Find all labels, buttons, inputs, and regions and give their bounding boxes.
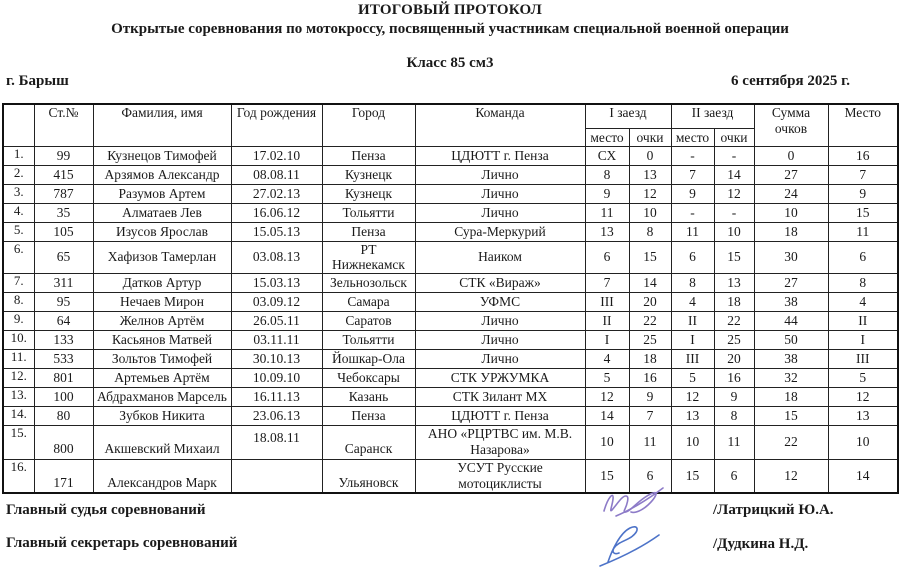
cell-sum: 10	[754, 203, 828, 222]
judge-name: /Латрицкий Ю.А.	[713, 502, 834, 518]
cell-city: РТ Нижнекамск	[322, 241, 415, 273]
cell-no: 800	[34, 425, 93, 459]
cell-r1p: 15	[585, 459, 629, 493]
cell-no: 311	[34, 273, 93, 292]
cell-place: 8	[828, 273, 898, 292]
cell-n: 6.	[3, 241, 34, 273]
cell-r2o: 16	[714, 368, 754, 387]
table-row	[3, 292, 898, 311]
col-header-start-number: Ст.№	[34, 104, 93, 146]
secretary-label: Главный секретарь соревнований	[6, 535, 238, 551]
cell-place: 13	[828, 406, 898, 425]
cell-r2p: I	[671, 330, 714, 349]
cell-r2o: 13	[714, 273, 754, 292]
cell-place: 15	[828, 203, 898, 222]
cell-r2p: III	[671, 349, 714, 368]
cell-no: 801	[34, 368, 93, 387]
cell-name: Алматаев Лев	[93, 203, 231, 222]
cell-r1p: 14	[585, 406, 629, 425]
cell-sum: 22	[754, 425, 828, 459]
table-row	[3, 222, 898, 241]
cell-r2o: 20	[714, 349, 754, 368]
cell-n: 7.	[3, 273, 34, 292]
cell-sum: 38	[754, 349, 828, 368]
cell-birth: 03.11.11	[231, 330, 322, 349]
col-header-birth: Год рождения	[231, 104, 322, 146]
cell-r1o: 20	[629, 292, 671, 311]
cell-birth: 18.08.11	[231, 425, 322, 459]
cell-sum: 12	[754, 459, 828, 493]
cell-no: 35	[34, 203, 93, 222]
secretary-name: /Дудкина Н.Д.	[713, 536, 809, 552]
cell-n: 14.	[3, 406, 34, 425]
col-subheader-points-race2: очки	[714, 128, 754, 146]
cell-name: Хафизов Тамерлан	[93, 241, 231, 273]
cell-birth	[231, 459, 322, 493]
cell-city: Йошкар-Ола	[322, 349, 415, 368]
cell-r2o: 6	[714, 459, 754, 493]
cell-name: Нечаев Мирон	[93, 292, 231, 311]
cell-r1o: 18	[629, 349, 671, 368]
cell-city: Чебоксары	[322, 368, 415, 387]
cell-team: АНО «РЦРТВС им. М.В. Назарова»	[415, 425, 585, 459]
cell-name: Арзямов Александр	[93, 165, 231, 184]
col-header-city: Город	[322, 104, 415, 146]
cell-no: 415	[34, 165, 93, 184]
cell-place: 7	[828, 165, 898, 184]
table-row	[3, 273, 898, 292]
cell-birth: 17.02.10	[231, 146, 322, 165]
cell-n: 4.	[3, 203, 34, 222]
cell-team: Наиком	[415, 241, 585, 273]
cell-sum: 18	[754, 222, 828, 241]
cell-sum: 24	[754, 184, 828, 203]
cell-place: 10	[828, 425, 898, 459]
table-row	[3, 184, 898, 203]
cell-r2p: -	[671, 203, 714, 222]
cell-city: Кузнецк	[322, 184, 415, 203]
cell-sum: 44	[754, 311, 828, 330]
cell-name: Зольтов Тимофей	[93, 349, 231, 368]
cell-no: 133	[34, 330, 93, 349]
table-row	[3, 425, 898, 459]
cell-r2o: 25	[714, 330, 754, 349]
col-header-index	[3, 104, 34, 146]
cell-r1o: 11	[629, 425, 671, 459]
doc-subtitle: Открытые соревнования по мотокроссу, посвященный участникам специальной военной операции	[111, 21, 789, 37]
cell-r1o: 10	[629, 203, 671, 222]
col-header-team: Команда	[415, 104, 585, 146]
cell-r2p: 9	[671, 184, 714, 203]
cell-team: ЦДЮТТ г. Пенза	[415, 406, 585, 425]
cell-r1p: 4	[585, 349, 629, 368]
cell-team: Лично	[415, 184, 585, 203]
cell-r2p: 11	[671, 222, 714, 241]
cell-team: УФМС	[415, 292, 585, 311]
cell-r1o: 14	[629, 273, 671, 292]
cell-name: Изусов Ярослав	[93, 222, 231, 241]
cell-r1p: СХ	[585, 146, 629, 165]
cell-place: 11	[828, 222, 898, 241]
cell-city: Тольятти	[322, 330, 415, 349]
cell-city: Казань	[322, 387, 415, 406]
cell-name: Желнов Артём	[93, 311, 231, 330]
cell-n: 10.	[3, 330, 34, 349]
cell-birth: 15.05.13	[231, 222, 322, 241]
class-heading: Класс 85 см3	[406, 55, 494, 71]
cell-name: Александров Марк	[93, 459, 231, 493]
cell-r1o: 25	[629, 330, 671, 349]
cell-birth: 15.03.13	[231, 273, 322, 292]
cell-r1o: 8	[629, 222, 671, 241]
cell-name: Разумов Артем	[93, 184, 231, 203]
cell-r2p: 7	[671, 165, 714, 184]
cell-place: II	[828, 311, 898, 330]
cell-birth: 10.09.10	[231, 368, 322, 387]
cell-r1o: 22	[629, 311, 671, 330]
cell-sum: 27	[754, 273, 828, 292]
col-subheader-place-race1: место	[585, 128, 629, 146]
cell-r2o: 14	[714, 165, 754, 184]
cell-r1p: I	[585, 330, 629, 349]
secretary-signature	[593, 522, 679, 567]
cell-n: 13.	[3, 387, 34, 406]
cell-city: Кузнецк	[322, 165, 415, 184]
results-body	[3, 146, 898, 493]
cell-no: 787	[34, 184, 93, 203]
cell-place: 5	[828, 368, 898, 387]
cell-sum: 30	[754, 241, 828, 273]
cell-no: 95	[34, 292, 93, 311]
cell-place: 4	[828, 292, 898, 311]
cell-team: Лично	[415, 330, 585, 349]
cell-r2p: -	[671, 146, 714, 165]
cell-team: СТК Зилант МХ	[415, 387, 585, 406]
results-table	[2, 103, 899, 494]
cell-team: Лично	[415, 203, 585, 222]
cell-birth: 26.05.11	[231, 311, 322, 330]
col-header-sum: Сумма очков	[754, 104, 828, 146]
cell-r1p: 5	[585, 368, 629, 387]
cell-city: Самара	[322, 292, 415, 311]
event-date: 6 сентября 2025 г.	[730, 73, 850, 89]
cell-place: I	[828, 330, 898, 349]
cell-r2o: -	[714, 146, 754, 165]
cell-no: 100	[34, 387, 93, 406]
cell-r1o: 15	[629, 241, 671, 273]
cell-n: 1.	[3, 146, 34, 165]
cell-no: 99	[34, 146, 93, 165]
cell-no: 533	[34, 349, 93, 368]
cell-r1o: 12	[629, 184, 671, 203]
table-row	[3, 203, 898, 222]
cell-r1p: 12	[585, 387, 629, 406]
cell-team: СТК УРЖУМКА	[415, 368, 585, 387]
cell-r2p: 4	[671, 292, 714, 311]
cell-r1p: 13	[585, 222, 629, 241]
cell-birth: 08.08.11	[231, 165, 322, 184]
cell-r1p: III	[585, 292, 629, 311]
cell-name: Кузнецов Тимофей	[93, 146, 231, 165]
cell-r2p: II	[671, 311, 714, 330]
col-subheader-points-race1: очки	[629, 128, 671, 146]
cell-r2o: -	[714, 203, 754, 222]
cell-r1o: 7	[629, 406, 671, 425]
cell-name: Датков Артур	[93, 273, 231, 292]
cell-sum: 15	[754, 406, 828, 425]
cell-name: Акшевский Михаил	[93, 425, 231, 459]
cell-r2p: 5	[671, 368, 714, 387]
cell-r2p: 13	[671, 406, 714, 425]
cell-r1p: 6	[585, 241, 629, 273]
cell-team: СТК «Вираж»	[415, 273, 585, 292]
cell-place: 12	[828, 387, 898, 406]
cell-city: Тольятти	[322, 203, 415, 222]
cell-r2p: 6	[671, 241, 714, 273]
cell-r2p: 8	[671, 273, 714, 292]
cell-no: 64	[34, 311, 93, 330]
col-header-name: Фамилия, имя	[93, 104, 231, 146]
cell-place: 9	[828, 184, 898, 203]
cell-n: 8.	[3, 292, 34, 311]
cell-r1p: 7	[585, 273, 629, 292]
cell-birth: 03.09.12	[231, 292, 322, 311]
col-header-place: Место	[828, 104, 898, 146]
table-row	[3, 241, 898, 273]
table-row	[3, 349, 898, 368]
cell-no: 171	[34, 459, 93, 493]
cell-place: 14	[828, 459, 898, 493]
cell-n: 12.	[3, 368, 34, 387]
venue-city: г. Барыш	[6, 73, 69, 89]
cell-r2o: 11	[714, 425, 754, 459]
cell-r2o: 18	[714, 292, 754, 311]
cell-birth: 16.06.12	[231, 203, 322, 222]
cell-r2o: 10	[714, 222, 754, 241]
cell-city: Саранск	[322, 425, 415, 459]
cell-r1p: II	[585, 311, 629, 330]
cell-r2o: 9	[714, 387, 754, 406]
cell-no: 80	[34, 406, 93, 425]
doc-title: ИТОГОВЫЙ ПРОТОКОЛ	[357, 2, 542, 18]
cell-r1o: 6	[629, 459, 671, 493]
cell-sum: 27	[754, 165, 828, 184]
table-row	[3, 459, 898, 493]
cell-team: Лично	[415, 165, 585, 184]
cell-birth: 23.06.13	[231, 406, 322, 425]
cell-team: Сура-Меркурий	[415, 222, 585, 241]
cell-birth: 30.10.13	[231, 349, 322, 368]
cell-sum: 38	[754, 292, 828, 311]
cell-r1p: 9	[585, 184, 629, 203]
cell-team: УСУТ Русские мотоциклисты	[415, 459, 585, 493]
table-row	[3, 146, 898, 165]
cell-no: 105	[34, 222, 93, 241]
judge-label: Главный судья соревнований	[6, 502, 206, 518]
col-header-race2: II заезд	[671, 104, 754, 128]
cell-n: 3.	[3, 184, 34, 203]
cell-name: Зубков Никита	[93, 406, 231, 425]
cell-name: Касьянов Матвей	[93, 330, 231, 349]
cell-birth: 27.02.13	[231, 184, 322, 203]
cell-place: 6	[828, 241, 898, 273]
cell-n: 11.	[3, 349, 34, 368]
cell-n: 5.	[3, 222, 34, 241]
cell-place: III	[828, 349, 898, 368]
table-row	[3, 165, 898, 184]
cell-sum: 32	[754, 368, 828, 387]
cell-r1p: 10	[585, 425, 629, 459]
cell-city: Пенза	[322, 146, 415, 165]
cell-city: Саратов	[322, 311, 415, 330]
cell-r1o: 9	[629, 387, 671, 406]
table-row	[3, 311, 898, 330]
cell-r2o: 12	[714, 184, 754, 203]
secretary-signature-icon	[593, 522, 679, 567]
cell-no: 65	[34, 241, 93, 273]
cell-n: 16.	[3, 459, 34, 493]
cell-city: Ульяновск	[322, 459, 415, 493]
cell-sum: 18	[754, 387, 828, 406]
cell-r1o: 0	[629, 146, 671, 165]
cell-sum: 50	[754, 330, 828, 349]
cell-r2p: 15	[671, 459, 714, 493]
cell-r2o: 8	[714, 406, 754, 425]
cell-team: Лично	[415, 311, 585, 330]
table-header-row	[3, 104, 898, 128]
cell-name: Артемьев Артём	[93, 368, 231, 387]
cell-r1p: 8	[585, 165, 629, 184]
cell-r1o: 13	[629, 165, 671, 184]
table-row	[3, 387, 898, 406]
cell-city: Пенза	[322, 406, 415, 425]
table-row	[3, 406, 898, 425]
cell-r1p: 11	[585, 203, 629, 222]
judge-signature	[597, 482, 671, 522]
cell-place: 16	[828, 146, 898, 165]
cell-n: 15.	[3, 425, 34, 459]
cell-birth: 03.08.13	[231, 241, 322, 273]
cell-r2o: 15	[714, 241, 754, 273]
cell-r2o: 22	[714, 311, 754, 330]
judge-signature-icon	[597, 482, 671, 522]
cell-team: ЦДЮТТ г. Пенза	[415, 146, 585, 165]
cell-birth: 16.11.13	[231, 387, 322, 406]
cell-sum: 0	[754, 146, 828, 165]
table-row	[3, 330, 898, 349]
cell-city: Пенза	[322, 222, 415, 241]
cell-r2p: 10	[671, 425, 714, 459]
col-subheader-place-race2: место	[671, 128, 714, 146]
table-row	[3, 368, 898, 387]
cell-n: 9.	[3, 311, 34, 330]
cell-r1o: 16	[629, 368, 671, 387]
col-header-race1: I заезд	[585, 104, 671, 128]
cell-n: 2.	[3, 165, 34, 184]
cell-name: Абдрахманов Марсель	[93, 387, 231, 406]
cell-team: Лично	[415, 349, 585, 368]
cell-city: Зельнозольск	[322, 273, 415, 292]
cell-r2p: 12	[671, 387, 714, 406]
